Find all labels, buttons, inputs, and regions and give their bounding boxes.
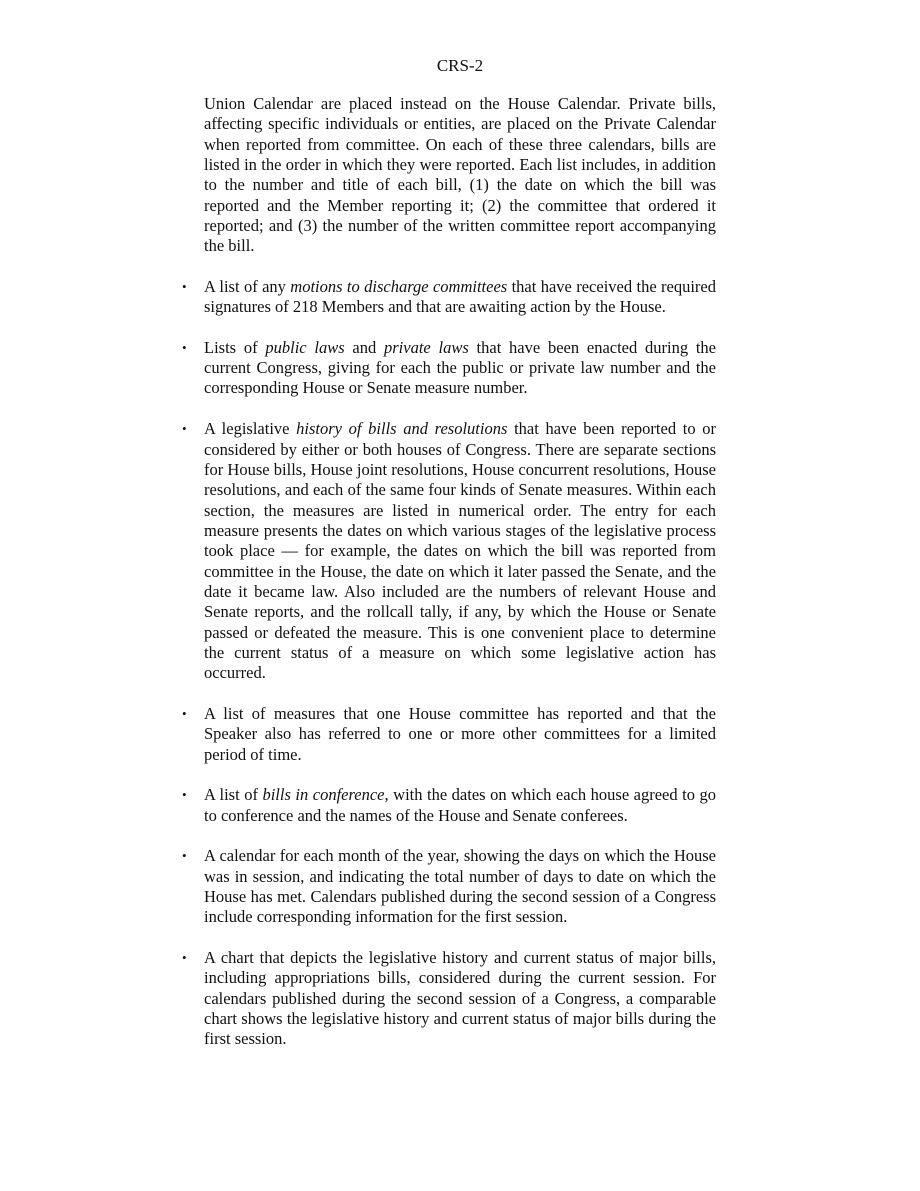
bullet-text: A calendar for each month of the year, showing the days on which the House was in session, and indicating the total number of days to date on which the House has met. Calendars published during the second session of a Congress include corresponding information for the first session. — [204, 846, 716, 927]
bullet-item-legislative-history — [180, 419, 716, 683]
bullet-list — [180, 277, 716, 1050]
bullet-icon: • — [182, 421, 187, 437]
emphasis: public laws — [265, 337, 345, 357]
bullet-item-status-chart — [180, 948, 716, 1050]
intro-paragraph: Union Calendar are placed instead on the House Calendar. Private bills, affecting specific individuals or entities, are placed on the Private Calendar when reported from committee. On each of these three calendars, bills are listed in the order in which they were reported. Each list includes, in addition to the number and title of each bill, (1) the date on which the bill was reported and the Member reporting it; (2) the committee that ordered it reported; and (3) the number of the written committee report accompanying the bill. — [204, 94, 716, 256]
bullet-text: A legislative history of bills and resolutions that have been reported to or considered by either or both houses of Congress. There are separate sections for House bills, House joint resolutions, House concurrent resolutions, House resolutions, and each of the same four kinds of Senate measures. Within each section, the measures are listed in numerical order. The entry for each measure presents the dates on which various stages of the legislative process took place — for example, the dates on which the bill was reported from committee in the House, the date on which it later passed the Senate, and the date it became law. Also included are the numbers of relevant House and Senate reports, and the rollcall tally, if any, by which the House or Senate passed or defeated the measure. This is one convenient place to determine the current status of a measure on which some legislative action has occurred. — [204, 419, 716, 683]
emphasis: history of bills and resolutions — [296, 419, 508, 439]
bullet-item-discharge-motions — [180, 277, 716, 318]
emphasis: bills in conference — [262, 785, 385, 805]
bullet-icon: • — [182, 278, 187, 294]
bullet-text: Lists of public laws and private laws that have been enacted during the current Congress, giving for each the public or private law number and the corresponding House or Senate measure number. — [204, 337, 717, 398]
page-number-header: CRS-2 — [436, 56, 484, 75]
bullet-text: A list of measures that one House committee has reported and that the Speaker also has referred to one or more other committees for a limited period of time. — [204, 703, 716, 764]
bullet-icon: • — [182, 705, 187, 721]
emphasis: private laws — [384, 337, 469, 357]
bullet-icon: • — [182, 950, 187, 966]
bullet-text: A list of bills in conference, with the dates on which each house agreed to go to conference and the names of the House and Senate conferees. — [204, 785, 716, 825]
bullet-item-sequential-referrals — [180, 704, 716, 765]
bullet-icon: • — [182, 848, 187, 864]
bullet-icon: • — [182, 787, 187, 803]
bullet-item-bills-in-conference — [180, 785, 716, 826]
bullet-item-public-private-laws — [180, 338, 716, 399]
bullet-text: A chart that depicts the legislative history and current status of major bills, including appropriations bills, considered during the current session. For calendars published during the second session of a Congress, a comparable chart shows the legislative history and current status of major bills during the first session. — [204, 948, 716, 1049]
emphasis: motions to discharge committees — [290, 276, 508, 296]
bullet-text: A list of any motions to discharge committees that have received the required signatures of 218 Members and that are awaiting action by the House. — [204, 276, 717, 317]
document-body — [180, 94, 716, 1070]
bullet-icon: • — [182, 339, 187, 355]
bullet-item-monthly-calendar — [180, 846, 716, 927]
